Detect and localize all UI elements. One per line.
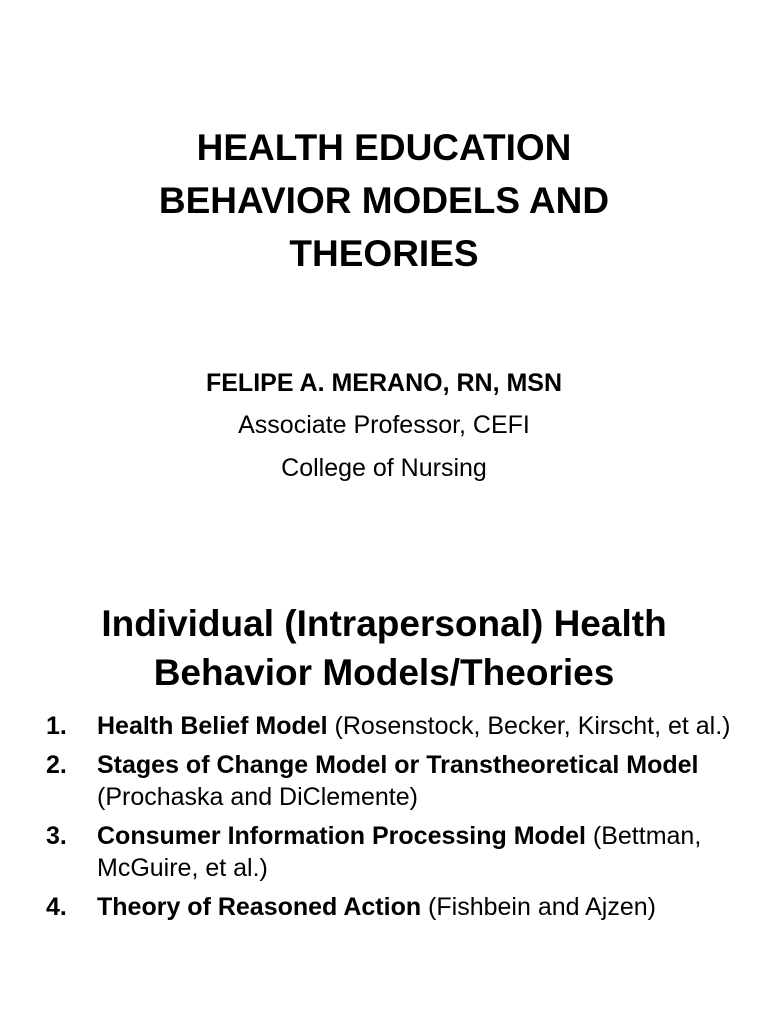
main-title-line-2: BEHAVIOR MODELS AND: [158, 180, 610, 221]
list-item-number: 3.: [46, 822, 67, 850]
main-title-line-3: THEORIES: [289, 233, 479, 274]
model-name: Health Belief Model: [97, 712, 328, 740]
author-name: FELIPE A. MERANO, RN, MSN: [205, 369, 563, 397]
section-title: [0, 599, 768, 697]
model-authors: (Prochaska and DiClemente): [97, 783, 418, 811]
author-block: [0, 362, 768, 490]
section-title-line-2: Behavior Models/Theories: [153, 652, 615, 693]
main-title: [0, 121, 768, 280]
list-item-number: 1.: [46, 712, 67, 740]
model-name: Stages of Change Model or Transtheoretical Model: [97, 751, 699, 779]
author-position: Associate Professor, CEFI: [238, 411, 530, 439]
list-item: [46, 749, 746, 813]
model-authors: (Rosenstock, Becker, Kirscht, et al.): [327, 712, 731, 740]
models-slide: [0, 560, 768, 1024]
author-department: College of Nursing: [281, 454, 487, 482]
model-authors: (Fishbein and Ajzen): [421, 893, 656, 921]
list-item: [46, 710, 746, 742]
model-list: [46, 710, 746, 930]
model-name: Theory of Reasoned Action: [97, 893, 422, 921]
list-item: [46, 820, 746, 884]
section-title-line-1: Individual (Intrapersonal) Health: [101, 603, 667, 644]
model-authors: (Bettman, McGuire, et al.): [97, 822, 702, 882]
list-item: [46, 891, 746, 923]
model-name: Consumer Information Processing Model: [97, 822, 586, 850]
list-item-number: 2.: [46, 751, 67, 779]
main-title-line-1: HEALTH EDUCATION: [196, 127, 572, 168]
list-item-number: 4.: [46, 893, 67, 921]
